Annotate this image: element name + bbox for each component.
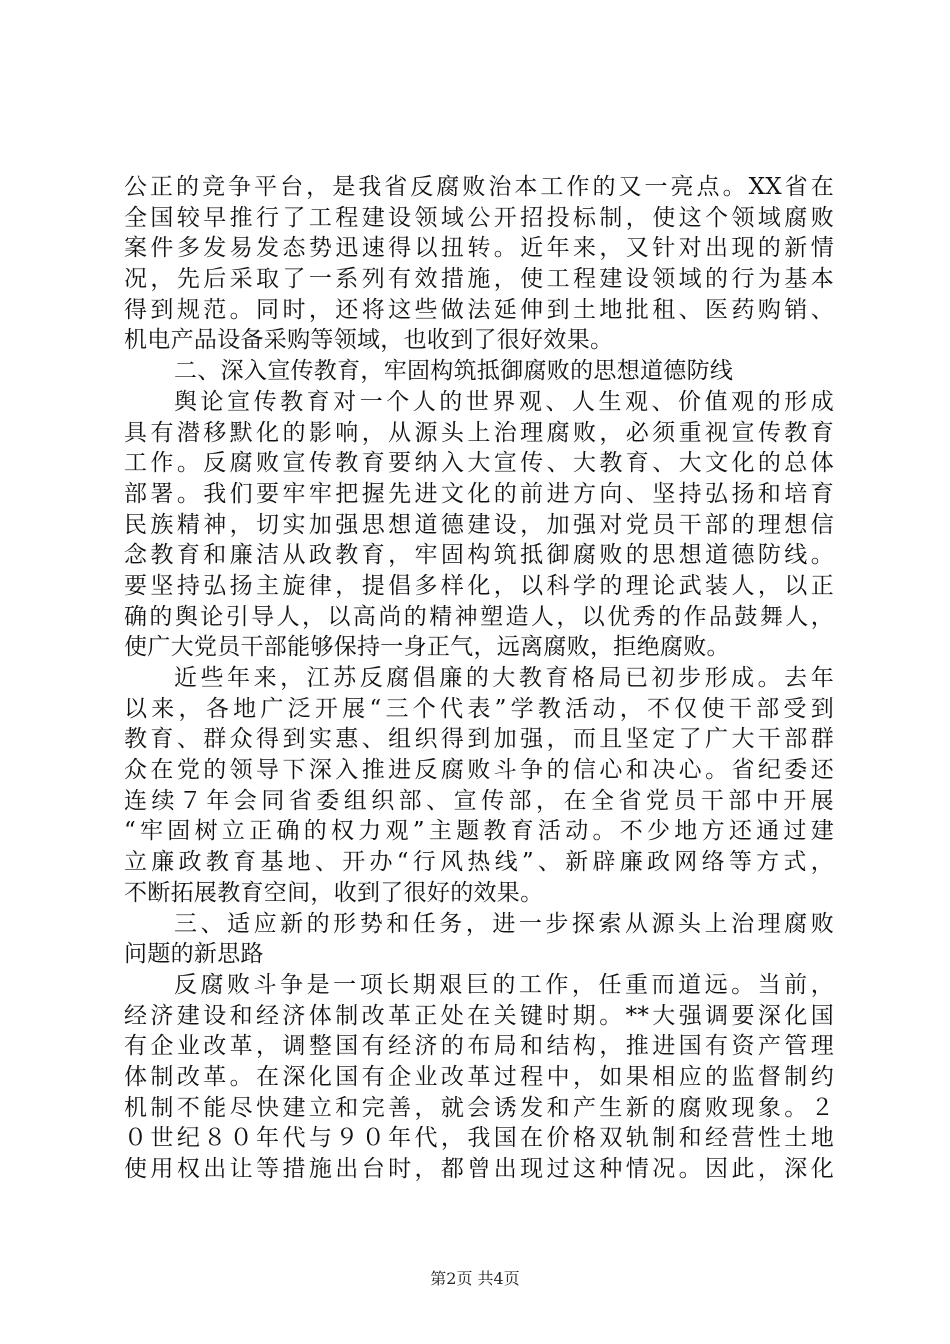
text-line: 要坚持弘扬主旋律，提倡多样化，以科学的理论武装人，以正 (124, 572, 834, 599)
text-line: 反腐败斗争是一项长期艰巨的工作，任重而道远。当前， (174, 971, 834, 998)
text-line: 教育、群众得到实惠、组织得到加强，而且坚定了广大干部群 (124, 726, 834, 753)
text-line: 案件多发易发态势迅速得以扭转。近年来，又针对出现的新情 (124, 235, 834, 262)
text-line: 得到规范。同时，还将这些做法延伸到土地批租、医药购销、 (124, 296, 834, 323)
text-line: 部署。我们要牢牢把握先进文化的前进方向、坚持弘扬和培育 (124, 480, 834, 507)
text-line: 具有潜移默化的影响，从源头上治理腐败，必须重视宣传教育 (124, 419, 834, 446)
page-number-label: 第2页 共4页 (430, 1269, 520, 1288)
text-line: 民族精神，切实加强思想道德建设，加强对党员干部的理想信 (124, 511, 834, 538)
text-line: “牢固树立正确的权力观”主题教育活动。不少地方还通过建 (124, 818, 834, 845)
text-line: 经济建设和经济体制改革正处在关键时期。**大强调要深化国 (124, 1002, 834, 1029)
page-footer (0, 1269, 950, 1289)
text-line: 舆论宣传教育对一个人的世界观、人生观、价值观的形成 (174, 388, 834, 415)
text-line: 公正的竞争平台，是我省反腐败治本工作的又一亮点。XX省在 (124, 174, 834, 200)
text-line: 不断拓展教育空间，收到了很好的效果。 (124, 879, 544, 906)
text-line: 体制改革。在深化国有企业改革过程中，如果相应的监督制约 (124, 1063, 834, 1090)
text-line: 近些年来，江苏反腐倡廉的大教育格局已初步形成。去年 (174, 665, 834, 691)
section-heading: 二、深入宣传教育，牢固构筑抵御腐败的思想道德防线 (174, 358, 734, 385)
text-line: 使用权出让等措施出台时，都曾出现过这种情况。因此，深化 (124, 1156, 834, 1182)
text-line: 全国较早推行了工程建设领域公开招投标制，使这个领域腐败 (124, 204, 834, 231)
text-line: 以来，各地广泛开展“三个代表”学教活动，不仅使干部受到 (124, 695, 834, 722)
text-line: 况，先后采取了一系列有效措施，使工程建设领域的行为基本 (124, 266, 834, 293)
section-heading-continued: 问题的新思路 (124, 941, 264, 968)
text-line: 连续７年会同省委组织部、宣传部，在全省党员干部中开展 (124, 787, 834, 814)
text-line: 机电产品设备采购等领域，也收到了很好效果。 (124, 327, 614, 354)
text-line: 念教育和廉洁从政教育，牢固构筑抵御腐败的思想道德防线。 (124, 542, 834, 569)
text-line: ０世纪８０年代与９０年代，我国在价格双轨制和经营性土地 (124, 1125, 834, 1152)
text-line: 使广大党员干部能够保持一身正气，远离腐败，拒绝腐败。 (124, 634, 730, 661)
text-line: 确的舆论引导人，以高尚的精神塑造人，以优秀的作品鼓舞人， (124, 603, 834, 630)
text-line: 机制不能尽快建立和完善，就会诱发和产生新的腐败现象。２ (124, 1094, 834, 1121)
text-line: 有企业改革，调整国有经济的布局和结构，推进国有资产管理 (124, 1033, 834, 1060)
document-body (124, 172, 834, 1185)
section-heading: 三、适应新的形势和任务，进一步探索从源头上治理腐败 (174, 910, 834, 937)
text-line: 立廉政教育基地、开办“行风热线”、新辟廉政网络等方式， (124, 849, 834, 876)
text-line: 众在党的领导下深入推进反腐败斗争的信心和决心。省纪委还 (124, 757, 834, 784)
text-line: 工作。反腐败宣传教育要纳入大宣传、大教育、大文化的总体 (124, 450, 834, 477)
